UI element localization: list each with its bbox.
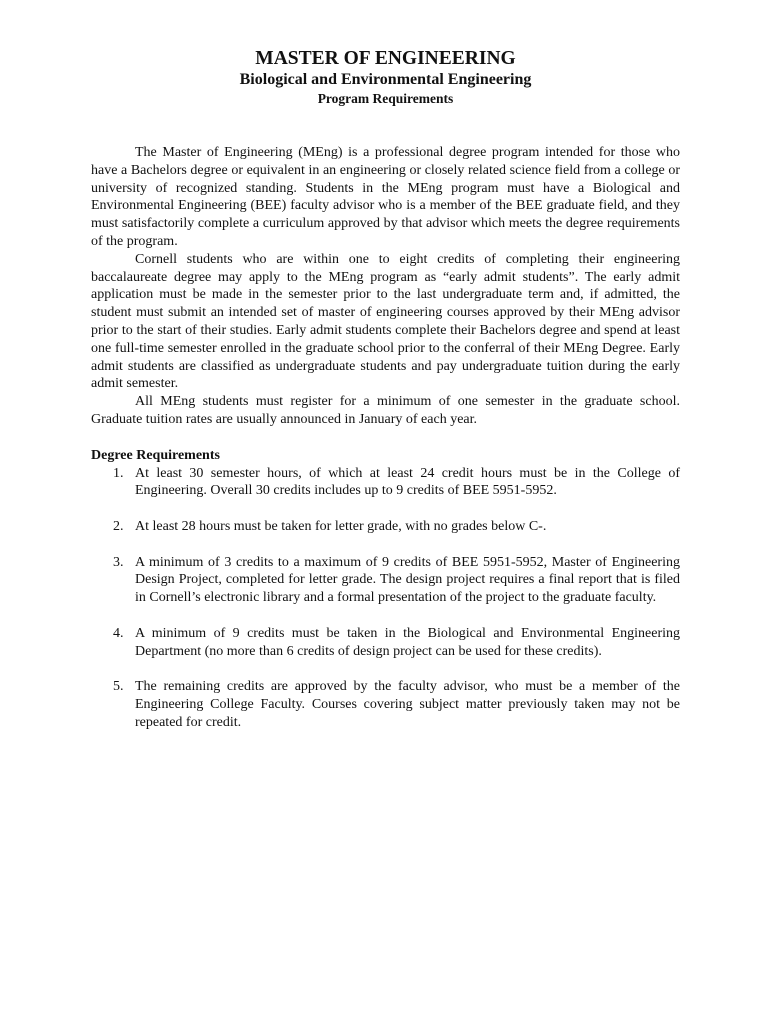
requirement-item [91, 554, 680, 607]
early-admit-paragraph: Cornell students who are within one to eight credits of completing their engineering baccalaureate degree may apply to the MEng program as “early admit students”. The early admit application must be made in the semester prior to the last undergraduate term and, if admitted, the student must submit an intended set of master of engineering courses approved by their MEng advisor prior to the start of their studies. Early admit students complete their Bachelors degree and spend at least one full-time semester enrolled in the graduate school prior to the conferral of their MEng Degree. Early admit students are classified as undergraduate students and pay undergraduate tuition during the early admit semester. [91, 251, 680, 392]
requirement-number: 5. [113, 679, 124, 695]
requirement-number: 4. [113, 625, 124, 641]
requirement-item [91, 518, 680, 536]
registration-paragraph: All MEng students must register for a minimum of one semester in the graduate school. Graduate tuition rates are usually announced in January of each year. [91, 394, 680, 427]
document-subtitle: Biological and Environmental Engineering [239, 71, 532, 88]
requirement-text: A minimum of 3 credits to a maximum of 9 credits of BEE 5951-5952, Master of Engineering Design Project, completed for letter grade. The design project requires a final report that is filed in Cornell’s electronic library and a formal presentation of the project to the graduate faculty. [135, 554, 680, 606]
requirement-number: 2. [113, 518, 124, 534]
requirement-item [91, 678, 680, 731]
requirement-text: The remaining credits are approved by the faculty advisor, who must be a member of the Engineering College Faculty. Courses covering subject matter previously taken may not be repeated for credit. [135, 679, 680, 730]
requirement-text: At least 30 semester hours, of which at least 24 credit hours must be in the College of Engineering. Overall 30 credits includes up to 9 credits of BEE 5951-5952. [135, 465, 680, 499]
degree-requirements-list [91, 465, 680, 732]
requirement-item [91, 465, 680, 501]
intro-paragraph: The Master of Engineering (MEng) is a professional degree program intended for those who have a Bachelors degree or equivalent in an engineering or closely related science field from a college or university of recognized standing. Students in the MEng program must have a Biological and Environmental Engineering (BEE) faculty advisor who is a member of the BEE graduate field, and they must satisfactorily complete a curriculum approved by that advisor which meets the degree requirements of the program. [91, 145, 680, 249]
requirement-number: 1. [113, 465, 124, 481]
requirement-text: At least 28 hours must be taken for letter grade, with no grades below C-. [135, 518, 547, 534]
requirement-text: A minimum of 9 credits must be taken in the Biological and Environmental Engineering Department (no more than 6 credits of design project can be used for these credits). [135, 625, 680, 659]
degree-requirements-heading: Degree Requirements [91, 447, 220, 463]
document-title: MASTER OF ENGINEERING [255, 48, 516, 69]
document-section-title: Program Requirements [317, 91, 454, 106]
requirement-number: 3. [113, 554, 124, 570]
requirement-item [91, 625, 680, 661]
